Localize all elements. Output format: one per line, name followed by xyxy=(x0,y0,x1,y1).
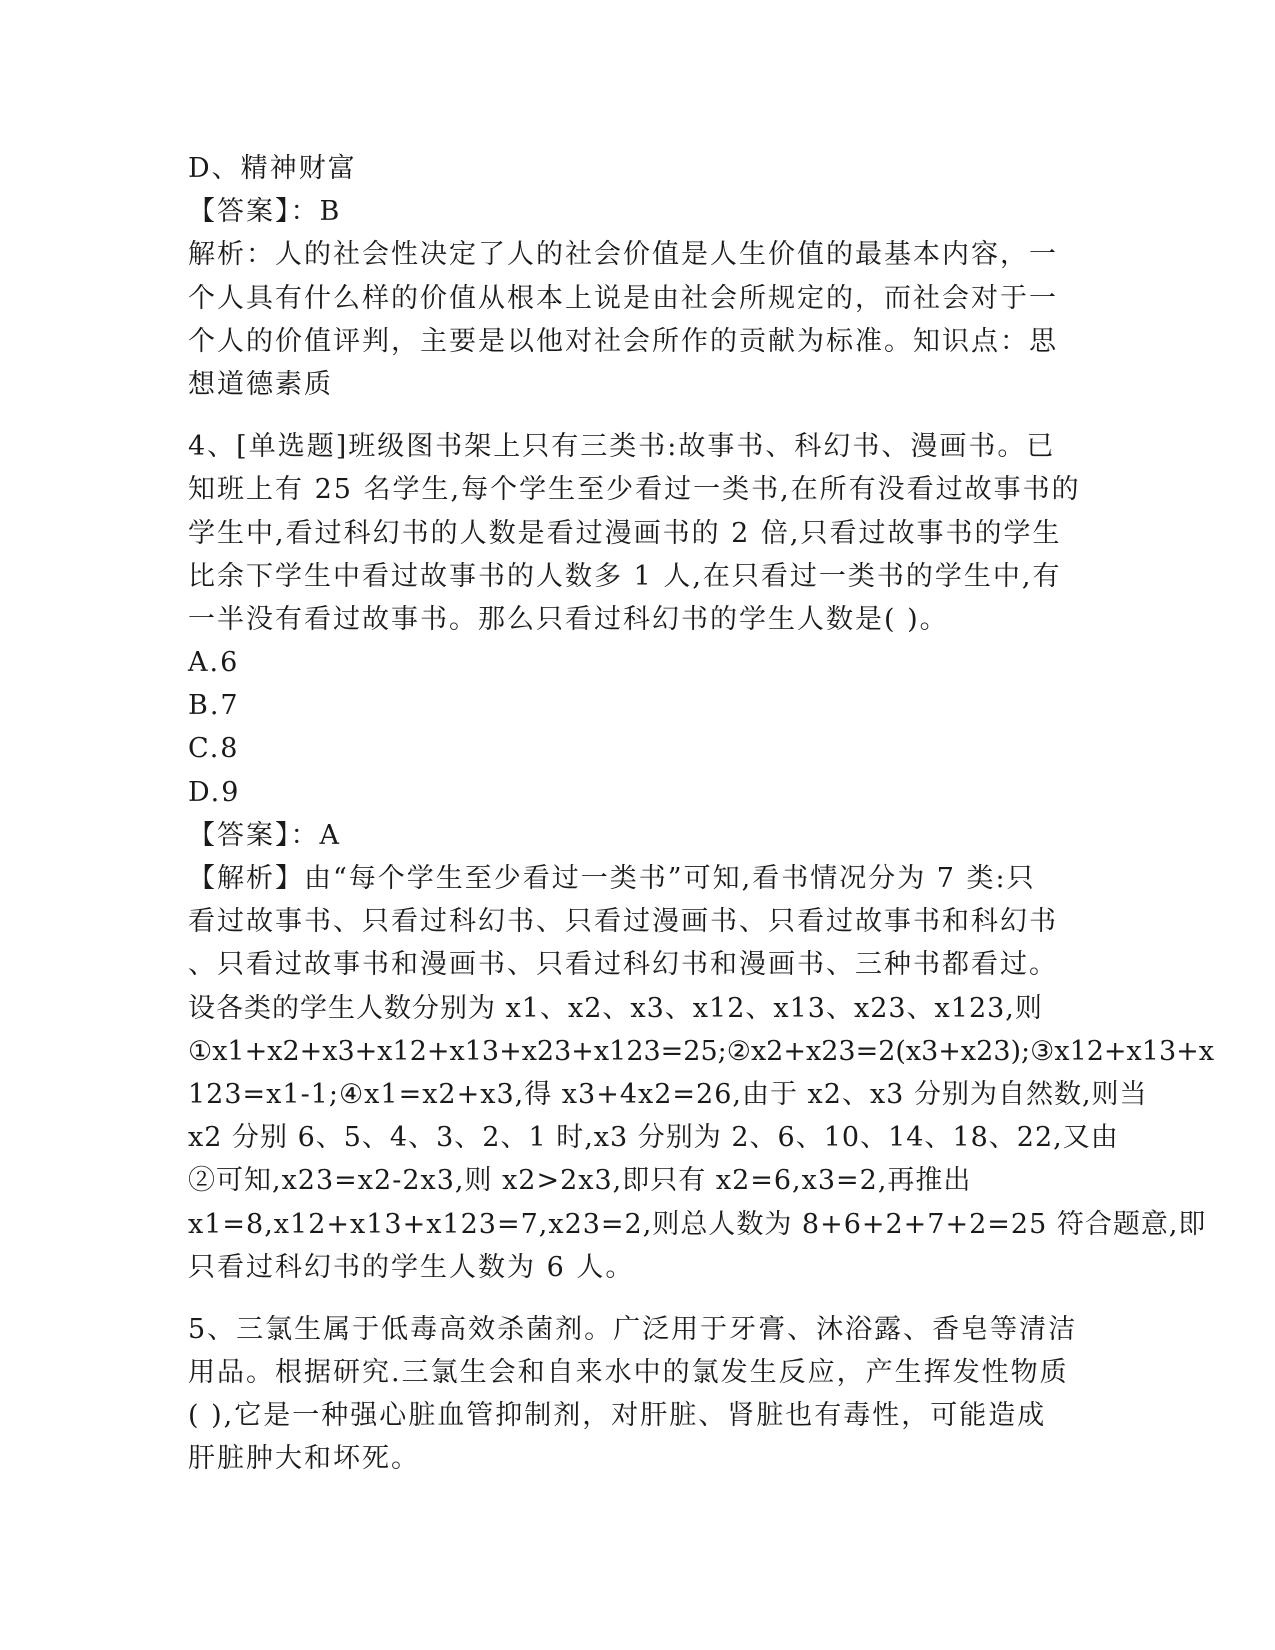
q4-stem xyxy=(188,425,1088,641)
q4-option-a: A.6 xyxy=(188,647,240,679)
q4-stem-line: 比余下学生中看过故事书的人数多 1 人,在只看过一类书的学生中,有 xyxy=(188,560,1062,592)
q4-analysis-line: 123=x1-1;④x1=x2+x3,得 x3+4x2=26,由于 x2、x3 分别为自然数,则当 xyxy=(188,1078,1148,1110)
q4-option-b: B.7 xyxy=(188,690,240,722)
q4-analysis-line: 、只看过故事书和漫画书、只看过科幻书和漫画书、三种书都看过。 xyxy=(188,949,1058,981)
q3-answer: 【答案】：B xyxy=(188,196,342,228)
q3-analysis-line: 个人具有什么样的价值从根本上说是由社会所规定的，而社会对于一 xyxy=(188,282,1058,314)
q4-option-c: C.8 xyxy=(188,733,240,765)
q3-analysis-line: 个人的价值评判，主要是以他对社会所作的贡献为标准。知识点：思 xyxy=(188,325,1058,357)
q3-analysis-line: 解析：人的社会性决定了人的社会价值是人生价值的最基本内容，一 xyxy=(188,239,1058,271)
q4-answer: 【答案】：A xyxy=(188,819,341,851)
q3-analysis xyxy=(188,233,1088,406)
q3-option-d: D、精神财富 xyxy=(188,153,357,184)
q4-analysis-line: ①x1+x2+x3+x12+x13+x23+x123=25;②x2+x23=2(x3+x23);③x12+x13+x xyxy=(188,1035,1214,1067)
q5-stem-line: ( ),它是一种强心脏血管抑制剂，对肝脏、肾脏也有毒性，可能造成 xyxy=(188,1400,1047,1432)
q4-stem-line: 一半没有看过故事书。那么只看过科幻书的学生人数是( )。 xyxy=(188,603,949,635)
question-spacer xyxy=(188,406,1088,425)
q5-stem-line: 5、三氯生属于低毒高效杀菌剂。广泛用于牙膏、沐浴露、香皂等清洁 xyxy=(188,1313,1078,1345)
q4-option-d: D.9 xyxy=(188,776,241,808)
q5-stem-line: 肝脏肿大和坏死。 xyxy=(188,1443,420,1475)
q4-analysis-line: 看过故事书、只看过科幻书、只看过漫画书、只看过故事书和科幻书 xyxy=(188,906,1058,938)
q4-analysis-line: 【解析】由“每个学生至少看过一类书”可知,看书情况分为 7 类:只 xyxy=(188,863,1036,894)
q4-analysis-line: 设各类的学生人数分别为 x1、x2、x3、x12、x13、x23、x123,则 xyxy=(188,992,1043,1024)
q4-analysis-line: 只看过科幻书的学生人数为 6 人。 xyxy=(188,1251,635,1283)
q5-stem-line: 用品。根据研究.三氯生会和自来水中的氯发生反应，产生挥发性物质 xyxy=(188,1357,1069,1389)
q4-options xyxy=(188,641,1088,814)
q4-stem-line: 4、[单选题]班级图书架上只有三类书:故事书、科幻书、漫画书。已 xyxy=(188,431,1056,463)
q5-stem xyxy=(188,1308,1088,1481)
q4-stem-line: 知班上有 25 名学生,每个学生至少看过一类书,在所有没看过故事书的 xyxy=(188,474,1081,506)
q4-stem-line: 学生中,看过科幻书的人数是看过漫画书的 2 倍,只看过故事书的学生 xyxy=(188,517,1062,549)
q3-analysis-line: 想道德素质 xyxy=(188,368,333,400)
q4-analysis xyxy=(188,857,1214,1289)
q4-analysis-line: ②可知,x23=x2-2x3,则 x2>2x3,即只有 x2=6,x3=2,再推出 xyxy=(188,1165,972,1197)
q4-analysis-line: x1=8,x12+x13+x123=7,x23=2,则总人数为 8+6+2+7+2=25 符合题意,即 xyxy=(188,1208,1207,1240)
q4-analysis-line: x2 分别 6、5、4、3、2、1 时,x3 分别为 2、6、10、14、18、22,又由 xyxy=(188,1122,1119,1154)
document-body xyxy=(188,147,1214,1481)
question-spacer xyxy=(188,1289,1088,1308)
